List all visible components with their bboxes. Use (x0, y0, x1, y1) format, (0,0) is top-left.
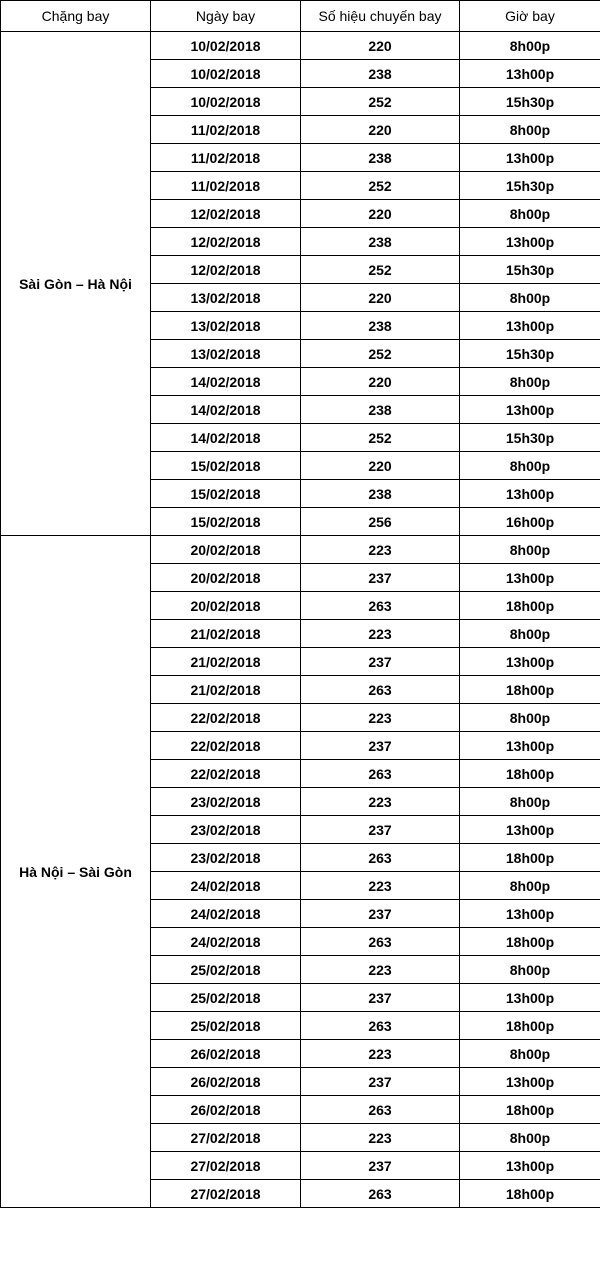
flight-number-cell: 238 (301, 396, 460, 424)
flight-number-cell: 256 (301, 508, 460, 536)
date-cell: 27/02/2018 (151, 1124, 301, 1152)
flight-number-cell: 220 (301, 452, 460, 480)
time-cell: 13h00p (460, 1152, 600, 1180)
time-cell: 8h00p (460, 536, 600, 564)
flight-number-cell: 263 (301, 760, 460, 788)
date-cell: 15/02/2018 (151, 452, 301, 480)
date-cell: 25/02/2018 (151, 1012, 301, 1040)
date-cell: 23/02/2018 (151, 844, 301, 872)
date-cell: 24/02/2018 (151, 900, 301, 928)
date-cell: 10/02/2018 (151, 32, 301, 60)
flight-number-cell: 223 (301, 704, 460, 732)
flight-number-cell: 220 (301, 368, 460, 396)
date-cell: 14/02/2018 (151, 368, 301, 396)
date-cell: 20/02/2018 (151, 536, 301, 564)
flight-number-cell: 223 (301, 956, 460, 984)
flight-number-cell: 263 (301, 844, 460, 872)
time-cell: 18h00p (460, 760, 600, 788)
flight-number-cell: 238 (301, 480, 460, 508)
time-cell: 8h00p (460, 368, 600, 396)
flight-number-cell: 238 (301, 144, 460, 172)
time-cell: 18h00p (460, 1096, 600, 1124)
flight-number-cell: 223 (301, 1124, 460, 1152)
time-cell: 8h00p (460, 200, 600, 228)
header-flight-number: Số hiệu chuyến bay (301, 1, 460, 32)
date-cell: 25/02/2018 (151, 956, 301, 984)
flight-number-cell: 238 (301, 312, 460, 340)
time-cell: 8h00p (460, 116, 600, 144)
flight-number-cell: 237 (301, 732, 460, 760)
flight-number-cell: 237 (301, 900, 460, 928)
flight-number-cell: 252 (301, 424, 460, 452)
time-cell: 16h00p (460, 508, 600, 536)
time-cell: 18h00p (460, 844, 600, 872)
date-cell: 21/02/2018 (151, 676, 301, 704)
date-cell: 10/02/2018 (151, 60, 301, 88)
date-cell: 10/02/2018 (151, 88, 301, 116)
flight-number-cell: 223 (301, 536, 460, 564)
date-cell: 11/02/2018 (151, 172, 301, 200)
time-cell: 18h00p (460, 1180, 600, 1208)
time-cell: 13h00p (460, 816, 600, 844)
time-cell: 18h00p (460, 592, 600, 620)
flight-number-cell: 223 (301, 1040, 460, 1068)
flight-number-cell: 223 (301, 620, 460, 648)
flight-number-cell: 263 (301, 1180, 460, 1208)
time-cell: 8h00p (460, 1124, 600, 1152)
date-cell: 21/02/2018 (151, 620, 301, 648)
flight-number-cell: 223 (301, 788, 460, 816)
flight-number-cell: 252 (301, 340, 460, 368)
time-cell: 13h00p (460, 60, 600, 88)
flight-number-cell: 220 (301, 116, 460, 144)
date-cell: 12/02/2018 (151, 228, 301, 256)
time-cell: 18h00p (460, 676, 600, 704)
time-cell: 8h00p (460, 452, 600, 480)
flight-number-cell: 252 (301, 256, 460, 284)
schedule-body (1, 32, 600, 1208)
date-cell: 26/02/2018 (151, 1040, 301, 1068)
date-cell: 22/02/2018 (151, 732, 301, 760)
date-cell: 12/02/2018 (151, 200, 301, 228)
flight-number-cell: 237 (301, 1068, 460, 1096)
date-cell: 12/02/2018 (151, 256, 301, 284)
time-cell: 13h00p (460, 648, 600, 676)
header-time: Giờ bay (460, 1, 600, 32)
time-cell: 15h30p (460, 172, 600, 200)
date-cell: 27/02/2018 (151, 1180, 301, 1208)
date-cell: 11/02/2018 (151, 144, 301, 172)
time-cell: 15h30p (460, 340, 600, 368)
date-cell: 22/02/2018 (151, 760, 301, 788)
date-cell: 15/02/2018 (151, 480, 301, 508)
date-cell: 24/02/2018 (151, 928, 301, 956)
date-cell: 27/02/2018 (151, 1152, 301, 1180)
flight-number-cell: 263 (301, 1096, 460, 1124)
date-cell: 13/02/2018 (151, 340, 301, 368)
date-cell: 20/02/2018 (151, 592, 301, 620)
date-cell: 11/02/2018 (151, 116, 301, 144)
date-cell: 22/02/2018 (151, 704, 301, 732)
header-date: Ngày bay (151, 1, 301, 32)
flight-number-cell: 263 (301, 592, 460, 620)
time-cell: 13h00p (460, 732, 600, 760)
date-cell: 25/02/2018 (151, 984, 301, 1012)
flight-number-cell: 263 (301, 928, 460, 956)
time-cell: 8h00p (460, 284, 600, 312)
table-row (1, 32, 600, 60)
time-cell: 8h00p (460, 620, 600, 648)
flight-number-cell: 220 (301, 32, 460, 60)
time-cell: 13h00p (460, 900, 600, 928)
flight-number-cell: 237 (301, 1152, 460, 1180)
time-cell: 18h00p (460, 1012, 600, 1040)
flight-number-cell: 252 (301, 88, 460, 116)
date-cell: 23/02/2018 (151, 816, 301, 844)
flight-number-cell: 252 (301, 172, 460, 200)
flight-number-cell: 238 (301, 228, 460, 256)
time-cell: 8h00p (460, 872, 600, 900)
time-cell: 8h00p (460, 956, 600, 984)
date-cell: 13/02/2018 (151, 284, 301, 312)
time-cell: 13h00p (460, 564, 600, 592)
date-cell: 14/02/2018 (151, 424, 301, 452)
date-cell: 13/02/2018 (151, 312, 301, 340)
date-cell: 26/02/2018 (151, 1068, 301, 1096)
flight-number-cell: 263 (301, 676, 460, 704)
time-cell: 18h00p (460, 928, 600, 956)
date-cell: 15/02/2018 (151, 508, 301, 536)
time-cell: 15h30p (460, 256, 600, 284)
time-cell: 13h00p (460, 480, 600, 508)
flight-number-cell: 220 (301, 284, 460, 312)
table-row (1, 536, 600, 564)
flight-number-cell: 237 (301, 564, 460, 592)
header-row (1, 1, 600, 32)
date-cell: 20/02/2018 (151, 564, 301, 592)
time-cell: 15h30p (460, 424, 600, 452)
flight-number-cell: 237 (301, 648, 460, 676)
time-cell: 13h00p (460, 1068, 600, 1096)
time-cell: 13h00p (460, 984, 600, 1012)
route-cell: Sài Gòn – Hà Nội (1, 32, 151, 536)
header-route: Chặng bay (1, 1, 151, 32)
date-cell: 21/02/2018 (151, 648, 301, 676)
flight-number-cell: 220 (301, 200, 460, 228)
time-cell: 13h00p (460, 228, 600, 256)
time-cell: 8h00p (460, 704, 600, 732)
time-cell: 15h30p (460, 88, 600, 116)
time-cell: 8h00p (460, 788, 600, 816)
date-cell: 14/02/2018 (151, 396, 301, 424)
date-cell: 23/02/2018 (151, 788, 301, 816)
date-cell: 26/02/2018 (151, 1096, 301, 1124)
time-cell: 13h00p (460, 144, 600, 172)
flight-number-cell: 238 (301, 60, 460, 88)
flight-number-cell: 237 (301, 984, 460, 1012)
route-cell: Hà Nội – Sài Gòn (1, 536, 151, 1208)
time-cell: 13h00p (460, 312, 600, 340)
time-cell: 8h00p (460, 32, 600, 60)
flight-number-cell: 223 (301, 872, 460, 900)
flight-number-cell: 263 (301, 1012, 460, 1040)
flight-number-cell: 237 (301, 816, 460, 844)
time-cell: 13h00p (460, 396, 600, 424)
time-cell: 8h00p (460, 1040, 600, 1068)
date-cell: 24/02/2018 (151, 872, 301, 900)
